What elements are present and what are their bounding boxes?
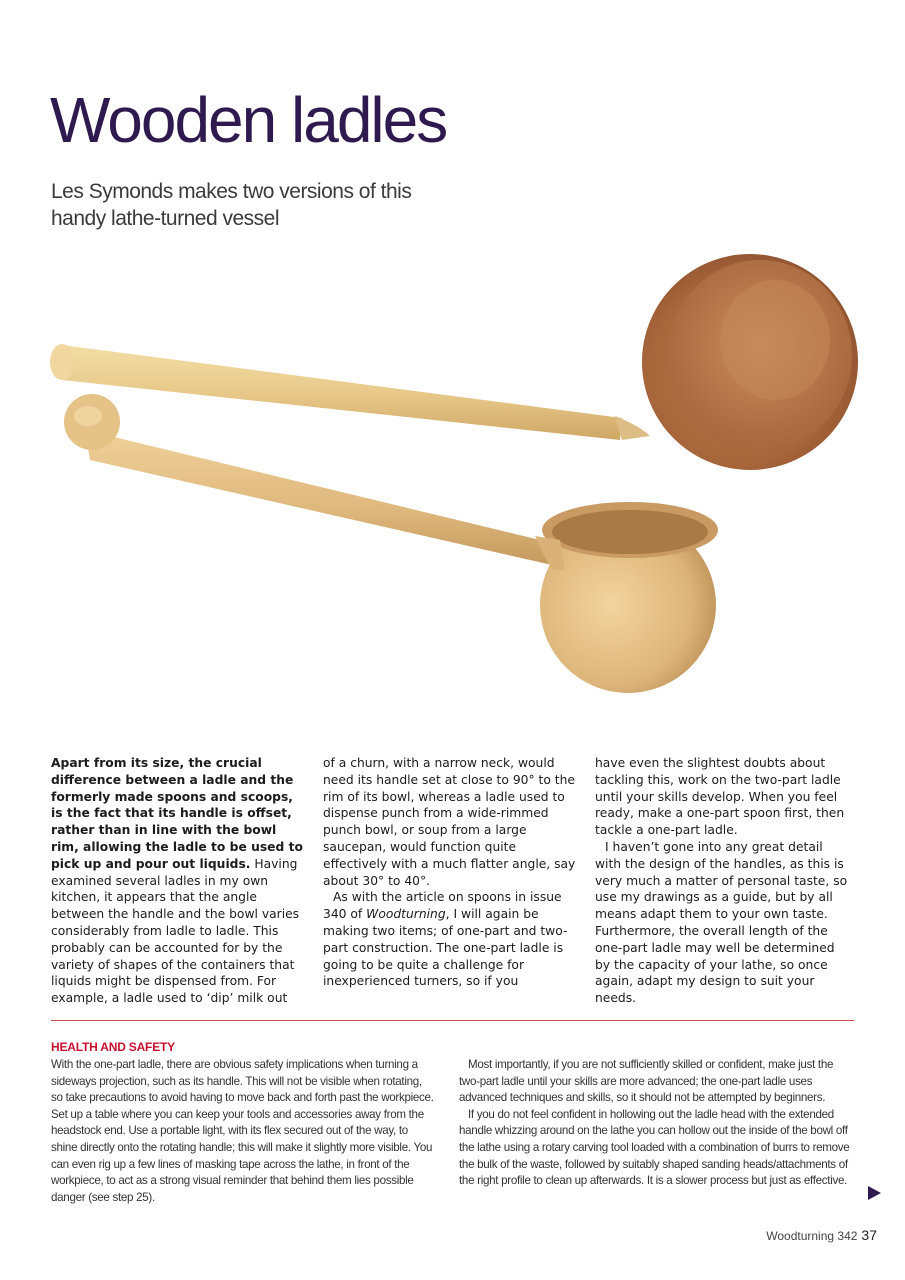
page-footer [766,1227,877,1243]
body-paragraph: of a churn, with a narrow neck, would need its handle set at close to 90° to the rim of its bowl, whereas a ladle used to dispense punch from a wide-rimmed punch bowl, or soup from a large saucepan, would function quite effectively with a much flatter angle, say about 30° to 40°. [323,756,576,888]
health-safety-right [459,1057,854,1190]
body-column-1 [51,755,306,1007]
body-paragraph: have even the slightest doubts about tackling this, work on the two-part ladle until your skills develop. When you feel ready, make a one-part spoon first, then tackle a one-part ladle. [595,756,845,838]
body-paragraph [323,889,578,990]
article-subtitle: Les Symonds makes two versions of this handy lathe-turned vessel [51,180,412,230]
body-paragraph [51,755,306,1007]
health-safety-paragraph: Most importantly, if you are not sufficiently skilled or confident, make just the two-part ladle until your skills are more advanced; the one-part ladle uses advanced techniques and skills, so it should not be attempted by beginners. [459,1058,834,1105]
health-safety-heading: HEALTH AND SAFETY [51,1040,175,1054]
section-divider [51,1020,854,1021]
next-page-arrow-icon [868,1186,881,1200]
article-title: Wooden ladles [50,84,447,156]
body-paragraph: I haven’t gone into any great detail with the design of the handles, as this is very much a matter of personal taste, so use my drawings as a guide, but by all means adapt them to your own taste. Furthermore, the overall length of the one-part ladle may well be determined by the capacity of your lathe, so once again, adapt my design to suit your needs. [595,839,848,1006]
one-part-ladle-image [50,254,858,470]
body-text: , I will again be making two items; of one-part and two-part construction. The one-part ladle is going to be quite a challenge for inexperienced turners, so if you [323,907,568,989]
health-safety-left [51,1057,436,1206]
intro-lead: Apart from its size, the crucial difference between a ladle and the formerly made spoons and scoops, is the fact that its handle is offset, rather than in line with the bowl rim, allowing the ladle to be used to pick up and pour out liquids. [51,756,303,871]
body-text: Having examined several ladles in my own kitchen, it appears that the angle between the handle and the bowl varies considerably from ladle to ladle. This probably can be accounted for by the variety of shapes of the containers that liquids might be dispensed from. For example, a ladle used to ‘dip’ milk out [51,856,300,1006]
ladles-photo [40,240,870,720]
magazine-issue: Woodturning 342 [766,1229,858,1243]
body-text: As with the article on spoons in issue 340 of [323,890,562,922]
body-column-3 [595,755,850,1007]
health-safety-paragraph: If you do not feel confident in hollowing out the ladle head with the extended handle whizzing around on the lathe you can hollow out the inside of the bowl off the lathe using a rotary carving tool loaded with a combination of burrs to remove the bulk of the waste, followed by suitably shaped sanding heads/attachments of the right profile to clean up afterwards. It is a slower process but just as effective. [459,1107,850,1188]
body-column-2 [323,755,578,990]
health-safety-paragraph: With the one-part ladle, there are obvious safety implications when turning a sideways projection, such as its handle. This will not be visible when rotating, so take precautions to avoid having to move back and forth past the workpiece. Set up a table where you can keep your tools and accessories away from the headstock end. Use a portable light, with its flex secured out of the way, to shine directly onto the rotating handle; this will make it slightly more visible. You can even rig up a few lines of masking tape across the lathe, in front of the workpiece, to act as a strong visual reminder that behind them lies possible danger (see step 25). [51,1058,434,1204]
page-number: 37 [861,1227,877,1243]
magazine-name: Woodturning [366,907,446,922]
